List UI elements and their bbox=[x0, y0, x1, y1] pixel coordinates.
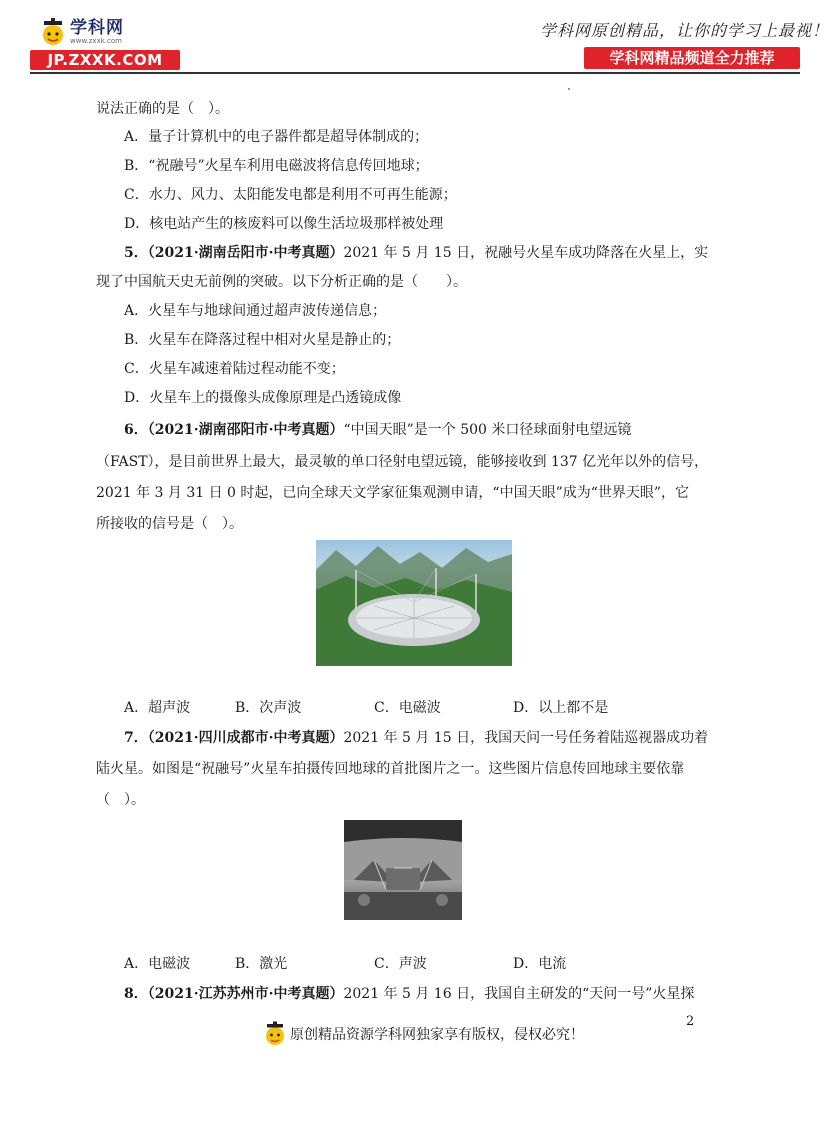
q4-stem-tail: 说法正确的是（ ）。 bbox=[96, 101, 229, 117]
q7-stem-line-2: 陆火星。如图是“祝融号”火星车拍摄传回地球的首批图片之一。这些图片信息传回地球主要依靠 bbox=[96, 761, 685, 777]
q8-stem-line-1 bbox=[124, 984, 694, 1004]
mascot-icon bbox=[262, 1021, 288, 1047]
q7-stem-text-1: 2021 年 5 月 15 日，我国天问一号任务着陆巡视器成功着 bbox=[343, 730, 709, 746]
q8-number: 8． bbox=[124, 986, 148, 1002]
header-slogan-badge: 学科网精品频道全力推荐 bbox=[584, 47, 800, 69]
q5-option-b: B．火星车在降落过程中相对火星是静止的； bbox=[124, 332, 401, 348]
q5-stem-line-1 bbox=[124, 243, 708, 263]
q4-option-d: D．核电站产生的核废料可以像生活垃圾那样被处理 bbox=[124, 216, 444, 232]
q6-number: 6． bbox=[124, 422, 148, 438]
q5-number: 5． bbox=[124, 245, 148, 261]
q5-option-d: D．火星车上的摄像头成像原理是凸透镜成像 bbox=[124, 390, 402, 406]
scan-speck bbox=[568, 88, 570, 90]
q5-stem-text-1: 2021 年 5 月 15 日，祝融号火星车成功降落在火星上，实 bbox=[343, 245, 709, 261]
mascot-icon bbox=[38, 17, 68, 47]
brand-name: 学科网 bbox=[70, 18, 124, 38]
brand-url: www.zxxk.com bbox=[70, 37, 122, 45]
q7-source: （2021·四川成都市·中考真题） bbox=[147, 730, 344, 746]
site-badge[interactable]: JP.ZXXK.COM bbox=[30, 50, 180, 70]
q5-option-c: C．火星车减速着陆过程动能不变； bbox=[124, 361, 345, 377]
header-divider bbox=[30, 72, 800, 74]
q5-stem-line-2: 现了中国航天史无前例的突破。以下分析正确的是（ ）。 bbox=[96, 274, 467, 290]
q6-option-b: B．次声波 bbox=[235, 700, 302, 716]
q6-stem-line-3: 2021 年 3 月 31 日 0 时起，已向全球天文学家征集观测申请，“中国天眼”成为“世界天眼”，它 bbox=[96, 485, 690, 501]
q7-option-d: D．电流 bbox=[513, 956, 567, 972]
q7-number: 7． bbox=[124, 730, 148, 746]
q7-stem-line-1 bbox=[124, 728, 708, 748]
page-header bbox=[0, 0, 829, 80]
header-slogan: 学科网原创精品，让你的学习上最视！ bbox=[540, 21, 829, 40]
q7-stem-line-3: （ ）。 bbox=[96, 792, 145, 808]
q6-stem-text-1: “中国天眼”是一个 500 米口径球面射电望远镜 bbox=[343, 422, 632, 438]
q7-option-b: B．激光 bbox=[235, 956, 288, 972]
q6-option-c: C．电磁波 bbox=[374, 700, 441, 716]
fast-telescope-photo bbox=[316, 540, 512, 666]
q8-source: （2021·江苏苏州市·中考真题） bbox=[147, 986, 344, 1002]
q7-option-c: C．声波 bbox=[374, 956, 427, 972]
q6-option-d: D．以上都不是 bbox=[513, 700, 609, 716]
q4-option-a: A．量子计算机中的电子器件都是超导体制成的； bbox=[124, 129, 429, 145]
mars-rover-photo bbox=[344, 820, 462, 920]
q8-stem-text-1: 2021 年 5 月 16 日，我国自主研发的“天问一号”火星探 bbox=[343, 986, 695, 1002]
site-logo[interactable] bbox=[38, 14, 124, 50]
copyright-notice: 原创精品资源学科网独家享有版权，侵权必究！ bbox=[290, 1027, 584, 1043]
q6-stem-line-2: （FAST），是目前世界上最大，最灵敏的单口径射电望远镜，能够接收到 137 亿光年以外的信号， bbox=[96, 454, 709, 470]
q5-source: （2021·湖南岳阳市·中考真题） bbox=[147, 245, 344, 261]
q6-stem-line-4: 所接收的信号是（ ）。 bbox=[96, 516, 243, 532]
q6-stem-line-1 bbox=[124, 420, 631, 440]
q6-source: （2021·湖南邵阳市·中考真题） bbox=[147, 422, 344, 438]
q7-option-a: A．电磁波 bbox=[124, 956, 191, 972]
q4-option-c: C．水力、风力、太阳能发电都是利用不可再生能源； bbox=[124, 187, 457, 203]
q4-option-b: B．“祝融号”火星车利用电磁波将信息传回地球； bbox=[124, 158, 429, 174]
page-footer bbox=[262, 1020, 584, 1048]
q5-option-a: A．火星车与地球间通过超声波传递信息； bbox=[124, 303, 387, 319]
q6-option-a: A．超声波 bbox=[124, 700, 191, 716]
page-number: 2 bbox=[686, 1014, 695, 1029]
